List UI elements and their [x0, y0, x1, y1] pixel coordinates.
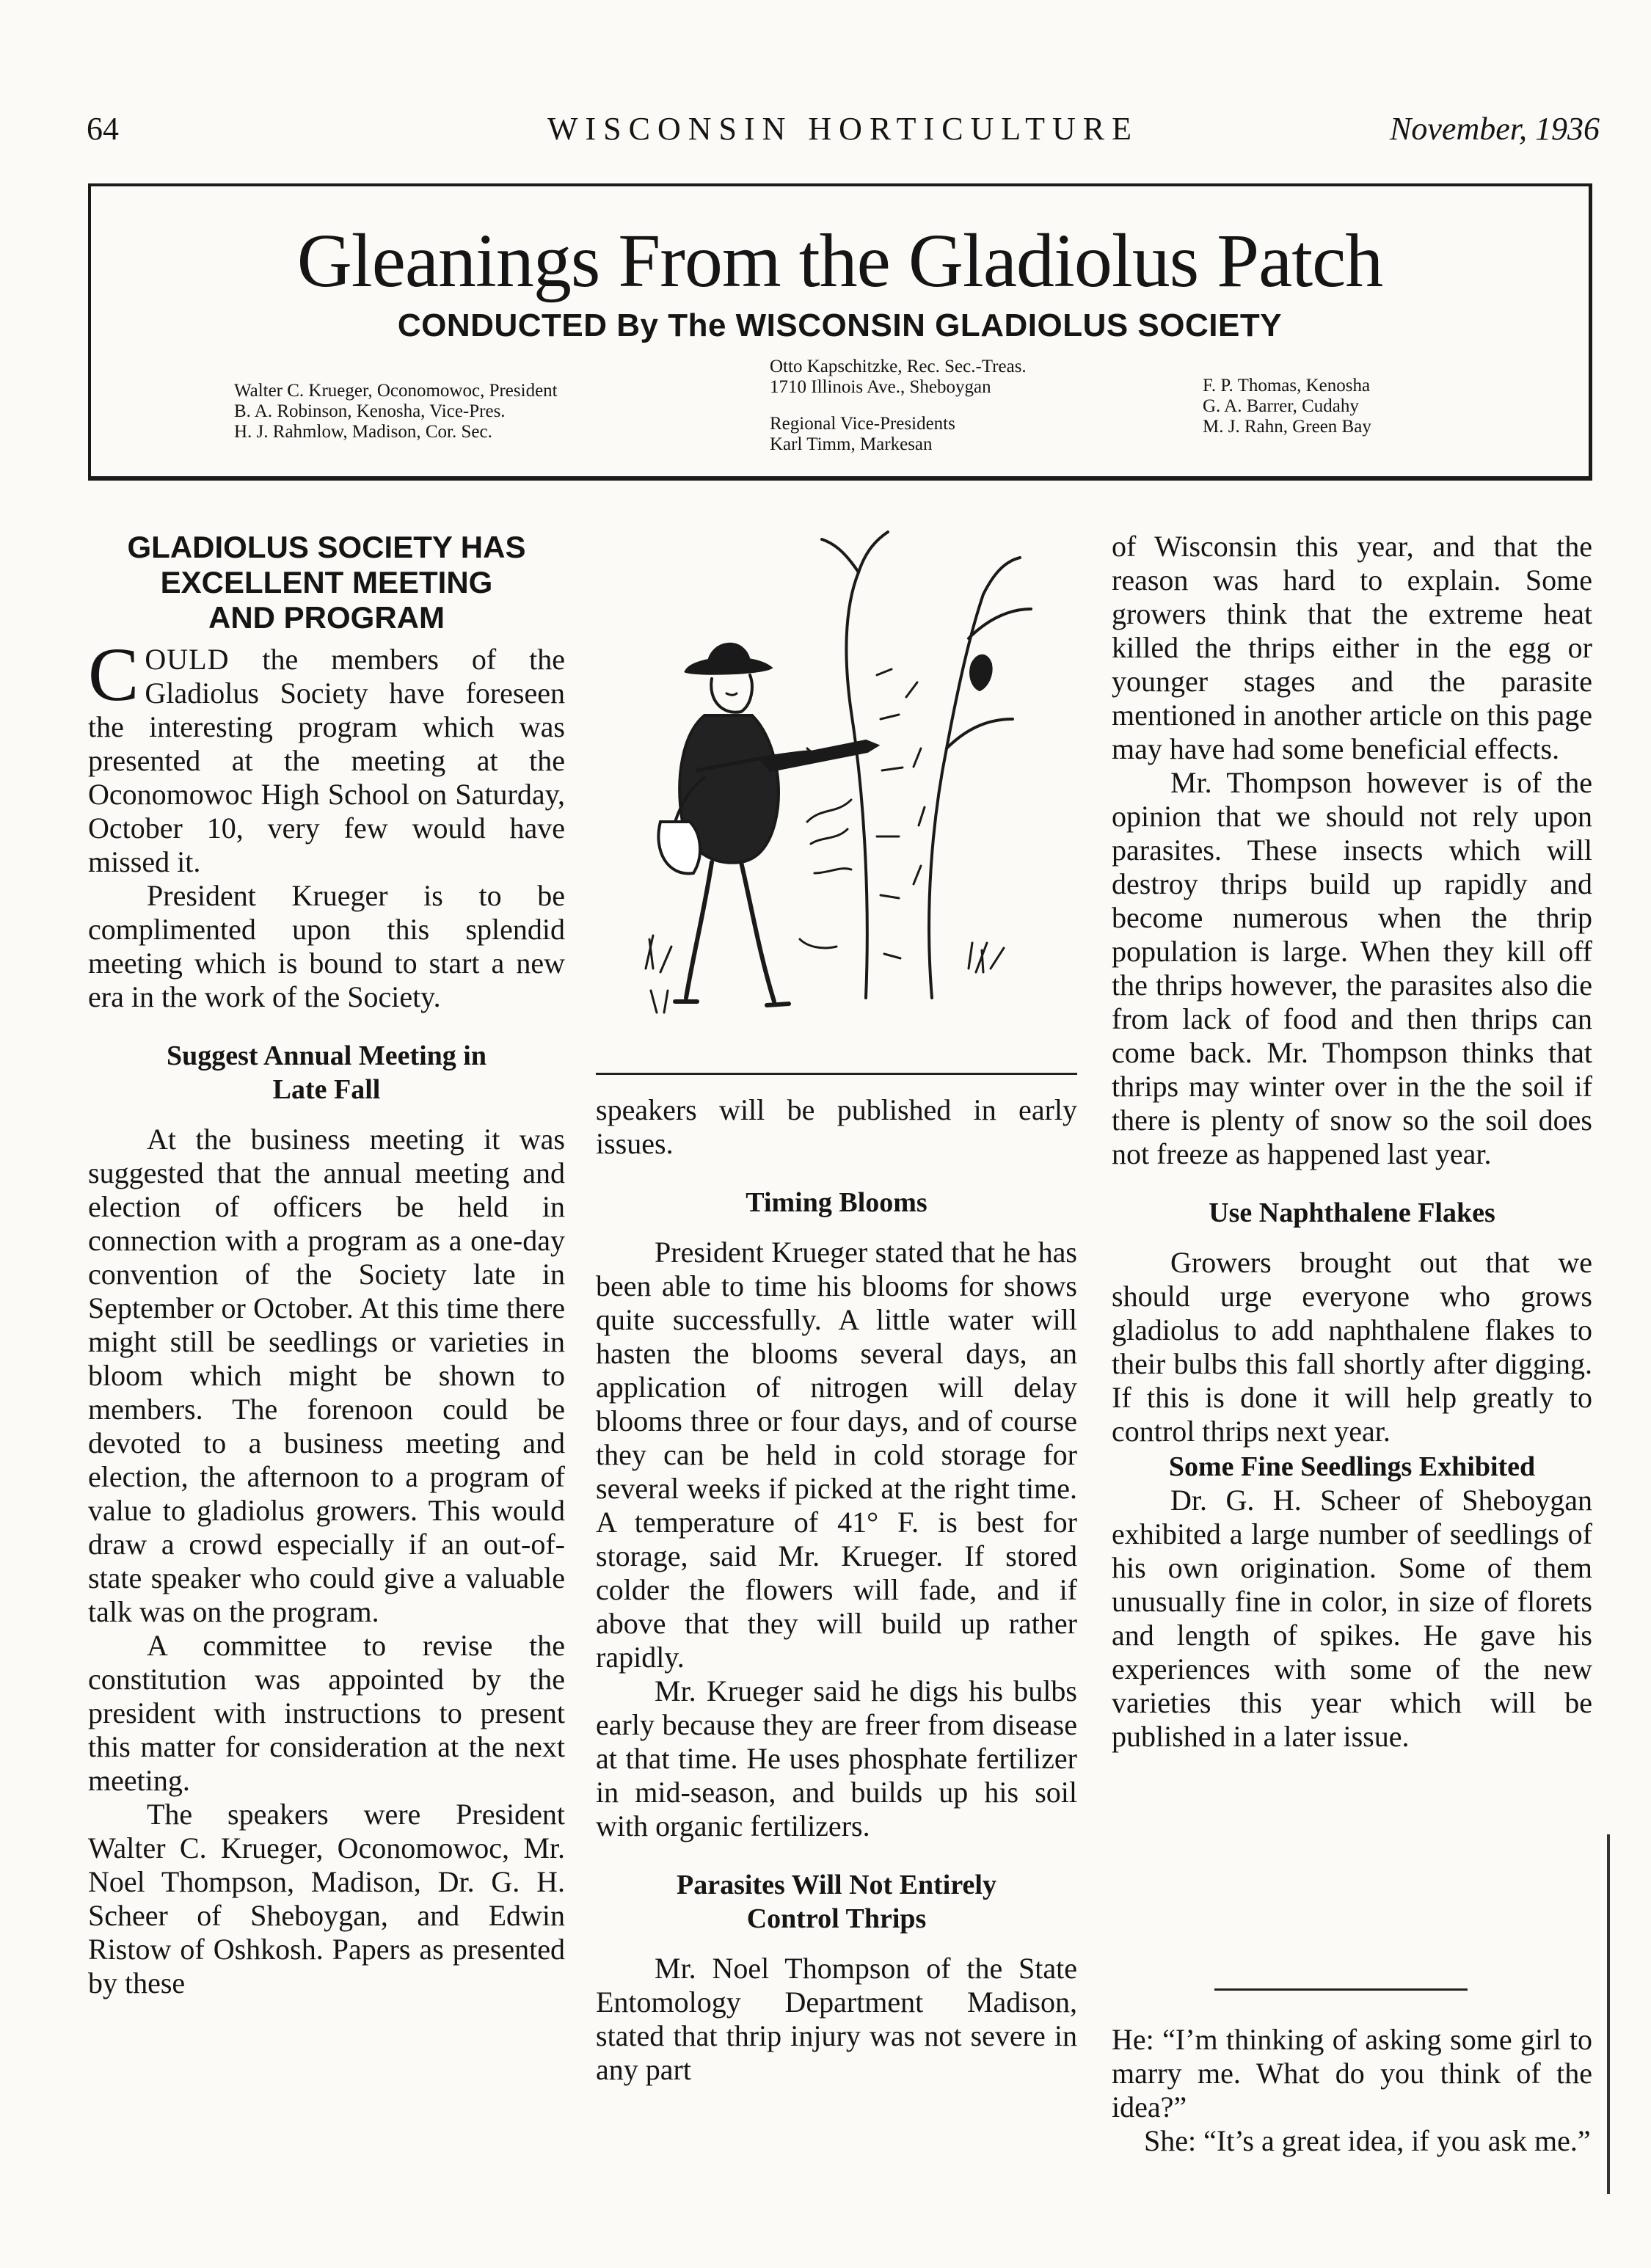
article-paragraph: A committee to revise the constitution was appointed by the president with instructions to present this matter for consideration at the next meeting. [88, 1629, 565, 1797]
joke-he-line: He: “I’m thinking of asking some girl to marry me. What do you think of the idea?” [1112, 2023, 1592, 2123]
joke-filler [1112, 2023, 1592, 2158]
officer-line: B. A. Robinson, Kenosha, Vice-Pres. [234, 401, 506, 421]
subhead-seedlings: Some Fine Seedlings Exhibited [1168, 1451, 1536, 1482]
article-headline [88, 530, 565, 635]
department-title: Gleanings From the Gladiolus Patch [296, 219, 1383, 303]
subhead-line: Late Fall [272, 1074, 381, 1105]
issue-date: November, 1936 [1390, 111, 1600, 147]
article-paragraph: President Krueger stated that he has been able to time his blooms for shows quite successfully. A little water will hasten the blooms several days, an application of nitrogen will delay blooms three or four days, and of course they can be held in cold storage for several weeks if picked at the right time. A temperature of 41° F. is best for storage, said Mr. Krueger. If stored colder the flowers will fade, and if above that they will build up rather rapidly. [596, 1236, 1077, 1674]
officer-line: G. A. Barrer, Cudahy [1203, 396, 1359, 416]
subhead-line: Control Thrips [746, 1903, 927, 1934]
article-paragraph: speakers will be published in early issues. [596, 1093, 1077, 1160]
article-paragraph: Growers brought out that we should urge everyone who grows gladiolus to add naphthalene flakes to their bulbs this fall shortly after digging. If this is done it will help greatly to control thrips next year. [1112, 1246, 1592, 1448]
column-divider-rule [596, 1073, 1077, 1075]
department-subtitle: CONDUCTED By The WISCONSIN GLADIOLUS SOCIETY [397, 307, 1283, 343]
officer-line: H. J. Rahmlow, Madison, Cor. Sec. [234, 422, 492, 442]
article-paragraph: Mr. Noel Thompson of the State Entomology Department Madison, stated that thrip injury was not severe in any part [596, 1952, 1077, 2086]
officer-line: Walter C. Krueger, Oconomowoc, President [234, 381, 558, 401]
drop-cap: C [88, 632, 139, 717]
article-paragraph: At the business meeting it was suggested that the annual meeting and election of officers be held in connection with a program as a one-day convention of the Society late in September or October. At this time there might still be seedlings or varieties in bloom which might be shown to members. The forenoon could be devoted to a business meeting and election, the afternoon to a program of value to gladiolus growers. This would draw a crowd especially if an out-of-state speaker who could give a valuable talk was on the program. [88, 1123, 565, 1628]
subhead-parasites [596, 1868, 1077, 1936]
article-paragraph: Dr. G. H. Scheer of Sheboygan exhibited a large number of seedlings of his own origination. Some of them unusually fine in color, in size of florets and length of spikes. He gave his experiences with some of the new varieties this year which will be published in a later issue. [1112, 1484, 1592, 1753]
officer-line: Karl Timm, Markesan [770, 434, 933, 454]
joke-she-line: She: “It’s a great idea, if you ask me.” [1144, 2124, 1591, 2157]
article-paragraph: Mr. Krueger said he digs his bulbs early because they are freer from disease at that time. He uses phosphate fertilizer in mid-season, and builds up his soil with organic fertilizers. [596, 1674, 1077, 1842]
officers-list-middle [770, 357, 1027, 455]
column-3 [1112, 530, 1592, 1754]
paragraph-text: the members of the Gladiolus Society have foreseen the interesting program which was presented at the meeting at the Oconomowoc High School on Saturday, October 10, very few would have missed it. [88, 643, 565, 878]
joke-divider-rule [1214, 1988, 1468, 1991]
officer-line: 1710 Illinois Ave., Sheboygan [770, 377, 991, 397]
article-paragraph: Mr. Thompson however is of the opinion that we should not rely upon parasites. These insects which will destroy thrips build up rapidly and become numerous when the thrip population is large. When they kill off the thrips however, the parasites also die from lack of food and then thrips can come back. Mr. Thompson thinks that thrips may winter over in the the soil if there is plenty of snow so the soil does not freeze as happened last year. [1112, 766, 1592, 1170]
headline-line: GLADIOLUS SOCIETY HAS [127, 530, 526, 564]
officer-line: Otto Kapschitzke, Rec. Sec.-Treas. [770, 357, 1027, 376]
hunter-illustration [624, 528, 1042, 1027]
subhead-annual-meeting [88, 1039, 565, 1106]
subhead-timing-blooms: Timing Blooms [746, 1187, 927, 1218]
subhead-line: Suggest Annual Meeting in [166, 1040, 487, 1071]
running-head [87, 110, 1600, 161]
officers-list-left [234, 381, 558, 442]
column-2 [596, 1093, 1077, 2087]
article-paragraph: The speakers were President Walter C. Krueger, Oconomowoc, Mr. Noel Thompson, Madison, Dr. G. H. Scheer of Sheboygan, and Edwin Ristow of Oshkosh. Papers as presented by these [88, 1798, 565, 1999]
article-paragraph: President Krueger is to be complimented upon this splendid meeting which is bound to start a new era in the work of the Society. [88, 879, 565, 1013]
article-paragraph [88, 632, 565, 879]
opening-caps: OULD [145, 643, 230, 676]
subhead-naphthalene: Use Naphthalene Flakes [1209, 1197, 1495, 1228]
officer-line: M. J. Rahn, Green Bay [1203, 417, 1371, 437]
column-1 [88, 530, 565, 2000]
department-masthead [88, 183, 1592, 481]
headline-line: AND PROGRAM [208, 600, 445, 635]
page-number: 64 [87, 111, 119, 147]
subhead-line: Parasites Will Not Entirely [677, 1870, 996, 1900]
article-paragraph: of Wisconsin this year, and that the reason was hard to explain. Some growers think that the extreme heat killed the thrips either in the egg or younger stages and the parasite mentioned in another article on this page may have had some beneficial effects. [1112, 530, 1592, 765]
page-edge-shadow [1607, 1834, 1610, 2194]
officer-line: Regional Vice-Presidents [770, 414, 955, 434]
officer-line: F. P. Thomas, Kenosha [1203, 376, 1371, 395]
magazine-title: WISCONSIN HORTICULTURE [547, 111, 1140, 147]
officers-list-right [1203, 376, 1371, 437]
headline-line: EXCELLENT MEETING [160, 565, 493, 599]
